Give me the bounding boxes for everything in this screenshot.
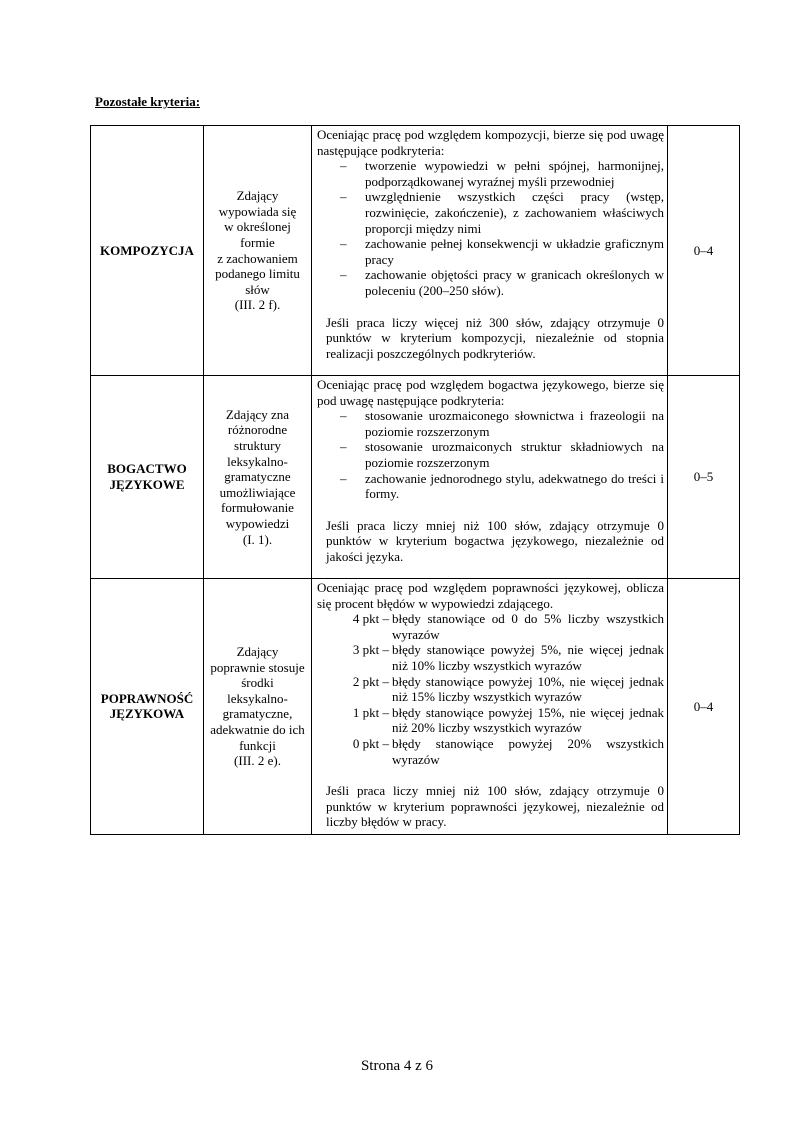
list-item: – uwzględnienie wszystkich części pracy (wstęp, rozwinięcie, zakończenie), z zachowaniem właściwych proporcji między nimi	[317, 189, 664, 236]
description-intro: Oceniając pracę pod względem poprawności językowej, oblicza się procent błędów w wypowiedzi zdającego.	[317, 580, 664, 611]
list-item: – zachowanie objętości pracy w granicach określonych w poleceniu (200–250 słów).	[317, 267, 664, 298]
dash-bullet-icon: –	[340, 158, 347, 174]
criterion-description	[312, 376, 668, 579]
criterion-note: Jeśli praca liczy więcej niż 300 słów, zdający otrzymuje 0 punktów w kryterium kompozycji, niezależnie od stopnia realizacji poszczególnych podkryteriów.	[326, 314, 664, 361]
scale-text: błędy stanowiące od 0 do 5% liczby wszystkich wyrazów	[392, 611, 664, 642]
scale-text: błędy stanowiące powyżej 20% wszystkich wyrazów	[392, 735, 664, 767]
table-row	[91, 579, 740, 835]
table-row	[91, 126, 740, 376]
criterion-note: Jeśli praca liczy mniej niż 100 słów, zdający otrzymuje 0 punktów w kryterium bogactwa językowego, niezależnie od jakości języka.	[326, 517, 664, 564]
dash-bullet-icon: –	[340, 236, 347, 252]
scale-item	[317, 642, 664, 673]
dash-bullet-icon: –	[340, 439, 347, 455]
criterion-name: KOMPOZYCJA	[91, 126, 204, 376]
criterion-requirement: Zdający poprawnie stosuje środki leksykalno- gramatyczne, adekwatnie do ich funkcji (III. 2 e).	[204, 579, 312, 835]
dash-bullet-icon: –	[340, 470, 347, 486]
criterion-name: POPRAWNOŚĆ JĘZYKOWA	[91, 579, 204, 835]
criteria-table	[90, 125, 740, 835]
scale-text: błędy stanowiące powyżej 5%, nie więcej jednak niż 10% liczby wszystkich wyrazów	[392, 642, 664, 673]
dash-bullet-icon: –	[340, 408, 347, 424]
scale-points: 0 pkt –	[352, 735, 389, 751]
criterion-note: Jeśli praca liczy mniej niż 100 słów, zdający otrzymuje 0 punktów w kryterium poprawności językowej, niezależnie od liczby błędów w pracy.	[326, 783, 664, 830]
scale-item	[317, 736, 664, 767]
list-item: – zachowanie jednorodnego stylu, adekwatnego do treści i formy.	[317, 471, 664, 502]
scale-item	[317, 611, 664, 642]
criterion-description	[312, 126, 668, 376]
criterion-points: 0–4	[668, 126, 740, 376]
section-heading: Pozostałe kryteria:	[95, 94, 201, 109]
scale-item	[317, 674, 664, 705]
scale-text: błędy stanowiące powyżej 10%, nie więcej jednak niż 15% liczby wszystkich wyrazów	[392, 673, 664, 705]
scale-points: 3 pkt –	[352, 642, 389, 658]
description-intro: Oceniając pracę pod względem kompozycji, bierze się pod uwagę następujące podkryteria:	[317, 127, 664, 158]
criterion-requirement: Zdający zna różnorodne struktury leksykalno- gramatyczne umożliwiające formułowanie wypowiedzi (I. 1).	[204, 376, 312, 579]
page-number: Strona 4 z 6	[360, 1058, 434, 1074]
criterion-name: BOGACTWO JĘZYKOWE	[91, 376, 204, 579]
dash-bullet-icon: –	[340, 189, 347, 205]
criterion-description	[312, 579, 668, 835]
table-row	[91, 376, 740, 579]
list-item: – zachowanie pełnej konsekwencji w układzie graficznym pracy	[317, 236, 664, 267]
list-item: – stosowanie urozmaiconego słownictwa i frazeologii na poziomie rozszerzonym	[317, 408, 664, 439]
list-item: – stosowanie urozmaiconych struktur składniowych na poziomie rozszerzonym	[317, 439, 664, 470]
criterion-points: 0–4	[668, 579, 740, 835]
scale-text: błędy stanowiące powyżej 15%, nie więcej jednak niż 20% liczby wszystkich wyrazów	[392, 704, 664, 736]
criterion-requirement: Zdający wypowiada się w określonej formie z zachowaniem podanego limitu słów (III. 2 f).	[204, 126, 312, 376]
scale-points: 2 pkt –	[352, 673, 389, 689]
description-intro: Oceniając pracę pod względem bogactwa językowego, bierze się pod uwagę następujące podkryteria:	[317, 377, 664, 408]
scale-points: 1 pkt –	[352, 704, 389, 720]
scale-item	[317, 705, 664, 736]
criterion-points: 0–5	[668, 376, 740, 579]
list-item: – tworzenie wypowiedzi w pełni spójnej, harmonijnej, podporządkowanej wyraźnej myśli przewodniej	[317, 158, 664, 189]
scale-points: 4 pkt –	[352, 611, 389, 627]
dash-bullet-icon: –	[340, 267, 347, 283]
